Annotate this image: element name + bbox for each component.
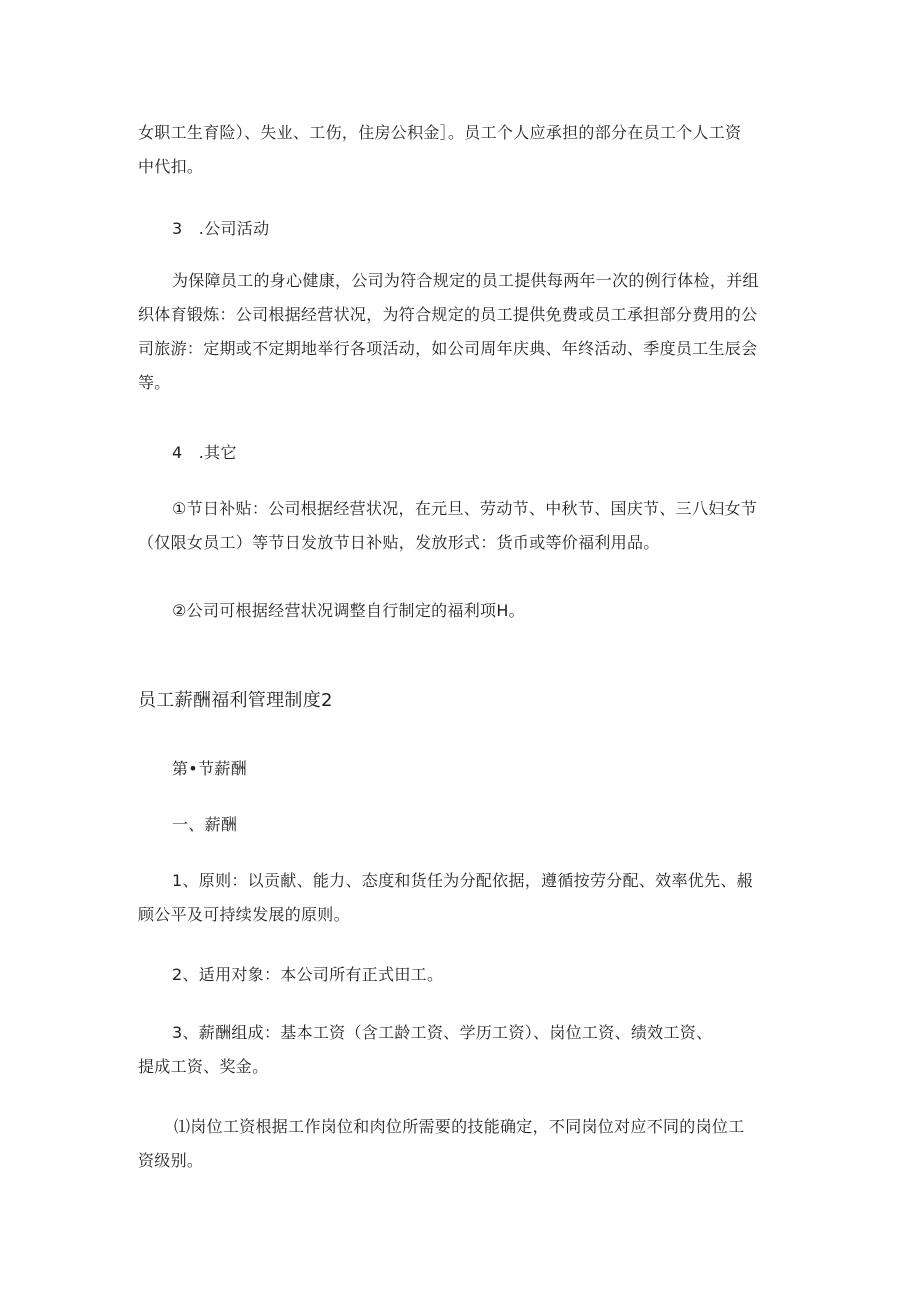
paragraph-company-activities xyxy=(138,264,786,400)
item-applicable-scope: 2、适用对象：本公司所有正式田工。 xyxy=(172,965,444,984)
text-line: 提成工资、奖金。 xyxy=(138,1057,269,1076)
text-line: 织体育锻炼：公司根据经营状况，为符合规定的员工提供免费或员工承担部分费用的公 xyxy=(138,305,758,324)
paragraph-holiday-allowance xyxy=(138,492,786,560)
text-line: 等。 xyxy=(138,373,171,392)
text-line: 女职工生育险）、失业、工伤，住房公积金］。员工个人应承担的部分在员工个人工资 xyxy=(138,123,742,142)
text-line: 为保障员工的身心健康，公司为符合规定的员工提供每两年一次的例行体检，并组 xyxy=(172,271,759,290)
paragraph-insurance-continued xyxy=(138,116,786,184)
section-title-company-activities: 3 .公司活动 xyxy=(172,219,270,238)
text-line: 司旅游：定期或不定期地举行各项活动，如公司周年庆典、年终活动、季度员工生辰会 xyxy=(138,339,758,358)
item-salary-composition xyxy=(138,1016,786,1084)
text-line: （仅限女员工）等节日发放节日补贴，发放形式：货币或等价福利用品。 xyxy=(138,533,660,552)
text-line: ⑴岗位工资根据工作岗位和肉位所需要的技能确定，不同岗位对应不同的岗位工 xyxy=(174,1117,745,1136)
item-principle xyxy=(138,864,786,932)
chapter-title-salary: 第•节薪酬 xyxy=(172,759,247,778)
text-line: ①节日补贴：公司根据经营状况，在元旦、劳动节、中秋节、国庆节、三八妇女节 xyxy=(172,499,758,518)
section-title-other: 4 .其它 xyxy=(172,443,237,462)
paragraph-benefit-adjustment: ②公司可根据经营状况调整自行制定的福利项H。 xyxy=(172,601,525,620)
item-position-salary xyxy=(138,1110,786,1178)
text-line: 中代扣。 xyxy=(138,157,204,176)
document-title: 员工薪酬福利管理制度2 xyxy=(138,690,333,711)
text-line: 3、薪酬组成：基本工资（含工龄工资、学历工资）、岗位工资、绩效工资、 xyxy=(172,1023,713,1042)
text-line: 资级别。 xyxy=(138,1151,204,1170)
subsection-title-salary: 一、薪酬 xyxy=(172,815,238,834)
text-line: 1、原则：以贡献、能力、态度和货任为分配依据，遵循按劳分配、效率优先、赧 xyxy=(172,871,753,890)
text-line: 顾公平及可持续发展的原则。 xyxy=(138,905,350,924)
